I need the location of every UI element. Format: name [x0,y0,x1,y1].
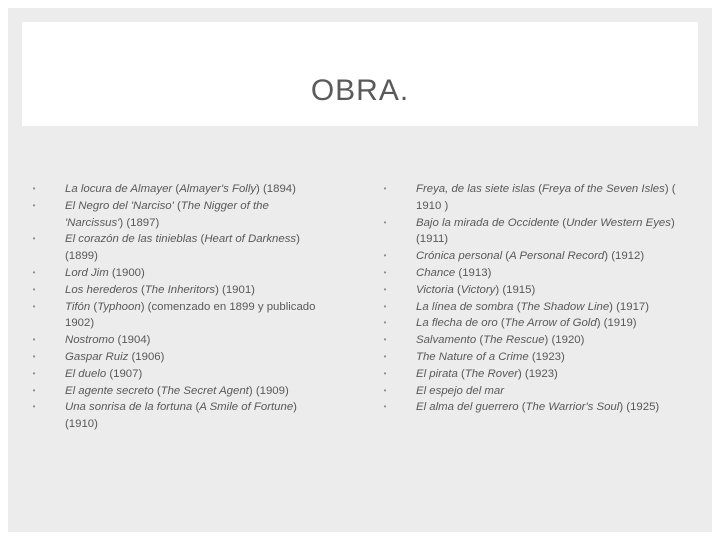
bullet-icon: • [32,184,36,193]
slide-title: OBRA. [310,74,410,107]
work-year: ) (1901) [215,283,255,296]
work-year: (1904) [114,334,151,347]
work-title: El espejo del mar [416,384,505,397]
bullet-icon: • [383,301,387,311]
work-original-title: The Warrior's Soul [525,401,620,414]
work-list-item [29,198,319,232]
work-title: Gaspar Ruiz [65,350,129,363]
bullet-icon: • [32,385,36,395]
bullet-icon: • [32,284,36,294]
work-list-item [29,383,319,400]
work-year: ) (1923) [517,367,558,380]
bullet-icon: • [32,234,36,244]
work-list-item [380,265,685,282]
work-paren-open: ( [559,216,567,229]
work-paren-open: ( [197,233,205,246]
work-title: Bajo la mirada de Occidente [416,216,560,229]
work-year: (1906) [128,350,165,363]
bullet-icon: • [32,351,36,361]
work-paren-open: ( [137,283,145,296]
work-original-title: Heart of Darkness [204,233,297,246]
work-title: Tifón [65,300,91,313]
work-title: El alma del guerrero [416,401,519,414]
work-title: Los herederos [65,283,138,296]
bullet-icon: • [383,351,387,361]
work-original-title: The Secret Agent [160,384,249,397]
work-title: Nostromo [65,334,115,347]
work-original-title: Almayer's Folly [179,183,257,195]
work-list-item [29,332,319,349]
work-year: ) (1910) [65,401,297,431]
work-title: La línea de sombra [416,300,514,313]
work-list-item [29,399,319,433]
work-list-item [380,332,685,349]
work-year: ) ( 1910 ) [416,183,676,212]
work-list-item [380,248,685,265]
work-year: ) (1917) [609,300,650,313]
work-original-title: The Rover [464,367,518,380]
work-original-title: A Personal Record [509,250,605,263]
work-list-item [29,366,319,383]
bullet-icon: • [383,251,387,261]
work-original-title: The Nigger of the 'Narcissus' [65,199,269,229]
work-year: ) (1925) [619,401,660,414]
works-list-right [380,181,685,416]
work-list-item [29,349,319,366]
work-paren-open: ( [476,334,484,347]
bullet-icon: • [383,284,387,294]
work-original-title: Victory [460,283,496,296]
work-paren-open: ( [535,183,542,195]
work-title: Freya, de las siete islas [416,183,536,195]
work-list-item [29,282,319,299]
work-title: Crónica personal [416,250,503,263]
work-year: (1900) [108,266,145,279]
work-original-title: The Rescue [483,334,545,347]
work-title: El corazón de las tinieblas [65,233,198,246]
bullet-icon: • [32,301,36,311]
work-title: Chance [416,266,456,279]
work-original-title: Freya of the Seven Isles [542,183,665,195]
work-title: La locura de Almayer [65,183,173,195]
work-list-item [380,366,685,383]
work-list-item [380,383,685,400]
work-title: El duelo [65,367,107,380]
work-year: ) (1894) [256,183,296,195]
work-year: ) (1912) [604,250,645,263]
work-list-item [380,215,685,249]
bullet-icon: • [383,385,387,395]
work-paren-open: ( [513,300,521,313]
work-list-item [380,349,685,366]
work-year: ) (1897) [119,216,160,229]
work-paren-open: ( [518,401,526,414]
bullet-icon: • [32,200,36,210]
works-list-left [29,181,319,433]
work-year: ) (1909) [248,384,289,397]
work-list-item [380,315,685,332]
title-panel [22,22,698,126]
work-year: (1907) [106,367,143,380]
work-original-title: The Arrow of Gold [504,317,597,330]
work-paren-open: ( [457,367,465,380]
work-paren-open: ( [192,401,200,414]
bullet-icon: • [383,335,387,345]
work-paren-open: ( [497,317,505,330]
work-year: (1913) [455,266,492,279]
work-list-item [380,282,685,299]
work-title: Victoria [416,283,454,296]
work-year: (1923) [528,350,565,363]
work-year: ) (1915) [495,283,536,296]
work-title: Una sonrisa de la fortuna [65,401,193,414]
bullet-icon: • [383,318,387,328]
work-title: Salvamento [416,334,477,347]
work-year: ) (1919) [596,317,637,330]
bullet-icon: • [383,217,387,227]
work-year: ) (comenzado en 1899 y publicado 1902) [65,300,316,330]
bullet-icon: • [383,184,387,193]
work-title: Lord Jim [65,266,109,279]
work-list-item [380,181,685,215]
bullet-icon: • [383,267,387,277]
work-year: ) (1911) [416,216,675,246]
work-paren-open: ( [173,199,181,212]
work-year: ) (1899) [65,233,300,263]
bullet-icon: • [383,368,387,378]
work-title: La flecha de oro [416,317,498,330]
work-paren-open: ( [153,384,161,397]
work-original-title: Under Western Eyes [566,216,671,229]
work-list-item [29,299,319,333]
work-title: El Negro del 'Narciso' [65,199,174,212]
work-year: ) (1920) [544,334,585,347]
work-paren-open: ( [90,300,98,313]
work-title: El agente secreto [65,384,154,397]
work-paren-open: ( [172,183,180,195]
work-list-item [380,299,685,316]
work-paren-open: ( [453,283,461,296]
work-list-item [29,181,319,198]
work-list-item [29,231,319,265]
bullet-icon: • [32,402,36,412]
work-original-title: The Inheritors [144,283,216,296]
work-list-item [380,399,685,416]
bullet-icon: • [32,335,36,345]
work-list-item [29,265,319,282]
work-paren-open: ( [502,250,510,263]
bullet-icon: • [32,368,36,378]
bullet-icon: • [32,267,36,277]
work-original-title: A Smile of Fortune [199,401,294,414]
work-original-title: Typhoon [97,300,141,313]
work-original-title: The Shadow Line [520,300,610,313]
work-title: El pirata [416,367,458,380]
bullet-icon: • [383,402,387,412]
work-title: The Nature of a Crime [416,350,529,363]
